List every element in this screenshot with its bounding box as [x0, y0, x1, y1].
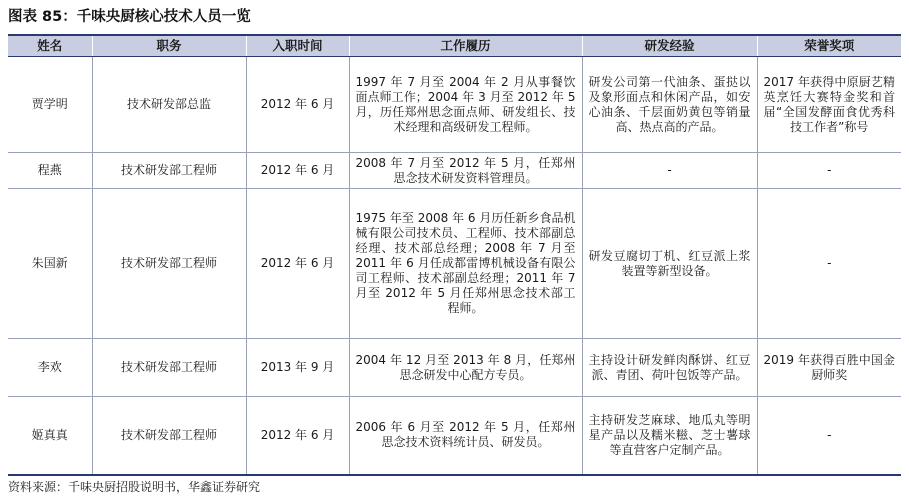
- cell-join-date: 2012 年 6 月: [246, 57, 349, 153]
- cell-position: 技术研发部总监: [92, 57, 246, 153]
- table-row: [8, 189, 901, 339]
- cell-rd-experience: -: [582, 153, 757, 189]
- cell-honors: 2017 年获得中原厨艺精英烹饪大赛特金奖和首届“全国发酵面食优秀科技工作者”称号: [757, 57, 901, 153]
- cell-position: 技术研发部工程师: [92, 397, 246, 475]
- cell-join-date: 2012 年 6 月: [246, 397, 349, 475]
- cell-work-history: 1975 年至 2008 年 6 月历任新乡食品机械有限公司技术员、工程师、技术部副总经理、技术部总经理；2008 年 7 月至 2011 年 6 月任成都雷博机械设备有限公司工程师、技术部副总经理；2011 年 7 月至 2012 年 5 月任郑州思念技术部工程师。: [349, 189, 582, 339]
- cell-honors: -: [757, 189, 901, 339]
- cell-name: 朱国新: [8, 189, 92, 339]
- cell-rd-experience: 研发公司第一代油条、蛋挞以及象形面点和休闲产品，如安心油条、千层面奶黄包等销量高、热点高的产品。: [582, 57, 757, 153]
- cell-honors: 2019 年获得百胜中国金厨师奖: [757, 339, 901, 397]
- header-name: 姓名: [8, 35, 92, 57]
- cell-position: 技术研发部工程师: [92, 339, 246, 397]
- cell-position: 技术研发部工程师: [92, 189, 246, 339]
- table-row: [8, 397, 901, 475]
- core-tech-staff-table: [8, 34, 901, 476]
- header-position: 职务: [92, 35, 246, 57]
- cell-honors: -: [757, 153, 901, 189]
- header-honors: 荣誉奖项: [757, 35, 901, 57]
- cell-name: 姬真真: [8, 397, 92, 475]
- header-join-date: 入职时间: [246, 35, 349, 57]
- header-work-history: 工作履历: [349, 35, 582, 57]
- cell-work-history: 2008 年 7 月至 2012 年 5 月，任郑州思念技术研发资料管理员。: [349, 153, 582, 189]
- cell-work-history: 2006 年 6 月至 2012 年 5 月，任郑州思念技术资料统计员、研发员。: [349, 397, 582, 475]
- cell-work-history: 2004 年 12 月至 2013 年 8 月，任郑州思念研发中心配方专员。: [349, 339, 582, 397]
- source-note: 资料来源：千味央厨招股说明书，华鑫证券研究: [8, 480, 261, 494]
- table-row: [8, 339, 901, 397]
- cell-honors: -: [757, 397, 901, 475]
- cell-name: 贾学明: [31, 97, 68, 111]
- cell-name: 程燕: [8, 153, 92, 189]
- table-row: [8, 153, 901, 189]
- figure-title: 图表 85：千味央厨核心技术人员一览: [8, 9, 251, 25]
- cell-rd-experience: 主持设计研发鲜肉酥饼、红豆派、青团、荷叶包饭等产品。: [582, 339, 757, 397]
- cell-work-history: 1997 年 7 月至 2004 年 2 月从事餐饮面点师工作；2004 年 3 月至 2012 年 5 月，历任郑州思念面点师、研发组长、技术经理和高级研发工程师。: [349, 57, 582, 153]
- table-header-row: [8, 35, 901, 57]
- cell-join-date: 2013 年 9 月: [246, 339, 349, 397]
- cell-join-date: 2012 年 6 月: [246, 189, 349, 339]
- cell-rd-experience: 主持研发芝麻球、地瓜丸等明星产品以及糯米糍、芝士薯球等直营客户定制产品。: [582, 397, 757, 475]
- cell-name: 李欢: [8, 339, 92, 397]
- cell-join-date: 2012 年 6 月: [246, 153, 349, 189]
- table-row: [8, 57, 901, 153]
- cell-position: 技术研发部工程师: [92, 153, 246, 189]
- cell-rd-experience: 研发豆腐切丁机、红豆派上浆装置等新型设备。: [582, 189, 757, 339]
- header-rd-experience: 研发经验: [582, 35, 757, 57]
